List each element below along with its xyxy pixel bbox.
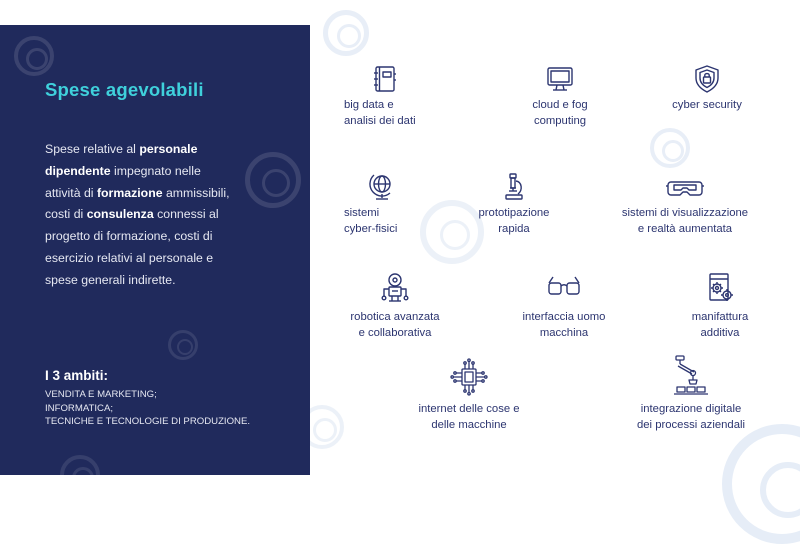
robot-arm-icon <box>672 354 710 396</box>
gears-icon <box>704 272 736 304</box>
ambiti-item: INFORMATICA; <box>45 402 114 414</box>
deco-circle-panel-low <box>168 330 198 360</box>
item-interfaccia <box>504 272 624 342</box>
item-realta-aumentata <box>612 172 758 242</box>
deco-circle-panel-top <box>14 36 54 76</box>
info-panel <box>0 25 310 475</box>
item-label: cyber security <box>672 99 742 111</box>
deco-circle-panel-bottom <box>60 455 100 495</box>
item-big-data <box>325 64 445 134</box>
item-label: sistemi di visualizzazione <box>621 207 749 219</box>
item-label: computing <box>533 114 587 127</box>
item-integrazione <box>621 354 761 438</box>
item-label: sistemi <box>344 207 380 219</box>
item-iot <box>404 358 534 438</box>
item-cyber-security <box>647 64 767 134</box>
item-cyber-fisici <box>325 172 445 242</box>
item-label: e realtà aumentata <box>637 222 733 235</box>
desc-bold: consulenza <box>86 207 154 222</box>
deco-circle-bottom-right <box>722 424 800 544</box>
deco-circle-panel-mid <box>245 152 301 208</box>
desc-bold: personale dipendente <box>45 142 198 178</box>
desc-bold: formazione <box>96 185 163 200</box>
microscope-icon <box>499 172 529 202</box>
glasses-icon <box>547 274 581 304</box>
item-label: manifattura <box>691 311 749 323</box>
shield-icon <box>692 64 722 94</box>
desc-text: Spese relative al <box>45 142 140 156</box>
desc-text: connessi al progetto di formazione, costi di esercizio relativi al personale e spese generali indirette. <box>45 207 219 287</box>
desc-text: ammissibili, costi di <box>45 185 230 222</box>
item-label: dei processi aziendali <box>636 418 745 431</box>
item-label: analisi dei dati <box>344 114 416 127</box>
book-icon <box>370 64 400 94</box>
item-label: e collaborativa <box>358 326 432 339</box>
item-label: robotica avanzata <box>350 311 440 323</box>
panel-description <box>45 139 235 292</box>
ambiti-item: VENDITA E MARKETING; <box>45 389 157 400</box>
item-label: big data e <box>344 99 394 111</box>
item-label: prototipazione <box>478 207 550 219</box>
desc-text: impegnato nelle attività di <box>45 163 201 200</box>
robot-icon <box>378 272 412 304</box>
item-cloud <box>500 64 620 134</box>
item-label: cyber-fisici <box>344 222 398 235</box>
ambiti-title: I 3 ambiti: <box>45 368 109 383</box>
globe-icon <box>367 172 397 202</box>
chip-icon <box>450 358 488 396</box>
item-label: cloud e fog <box>532 99 588 111</box>
item-label: additiva <box>700 326 740 339</box>
ambiti-item: TECNICHE E TECNOLOGIE DI PRODUZIONE. <box>45 416 251 427</box>
deco-circle-top <box>323 10 369 56</box>
deco-circle-right-mid <box>650 128 690 168</box>
ambiti-list <box>45 388 250 429</box>
item-label: interfaccia uomo <box>522 311 606 323</box>
item-label: delle macchine <box>431 418 507 431</box>
item-robotica <box>335 272 455 342</box>
item-manifattura <box>660 272 780 342</box>
item-label: macchina <box>539 326 589 339</box>
item-label: rapida <box>498 222 530 235</box>
monitor-icon <box>545 64 575 94</box>
item-prototipazione <box>454 172 574 242</box>
item-label: internet delle cose e <box>418 403 520 415</box>
panel-title: Spese agevolabili <box>45 79 204 100</box>
vr-headset-icon <box>665 172 705 202</box>
item-label: integrazione digitale <box>640 403 742 415</box>
